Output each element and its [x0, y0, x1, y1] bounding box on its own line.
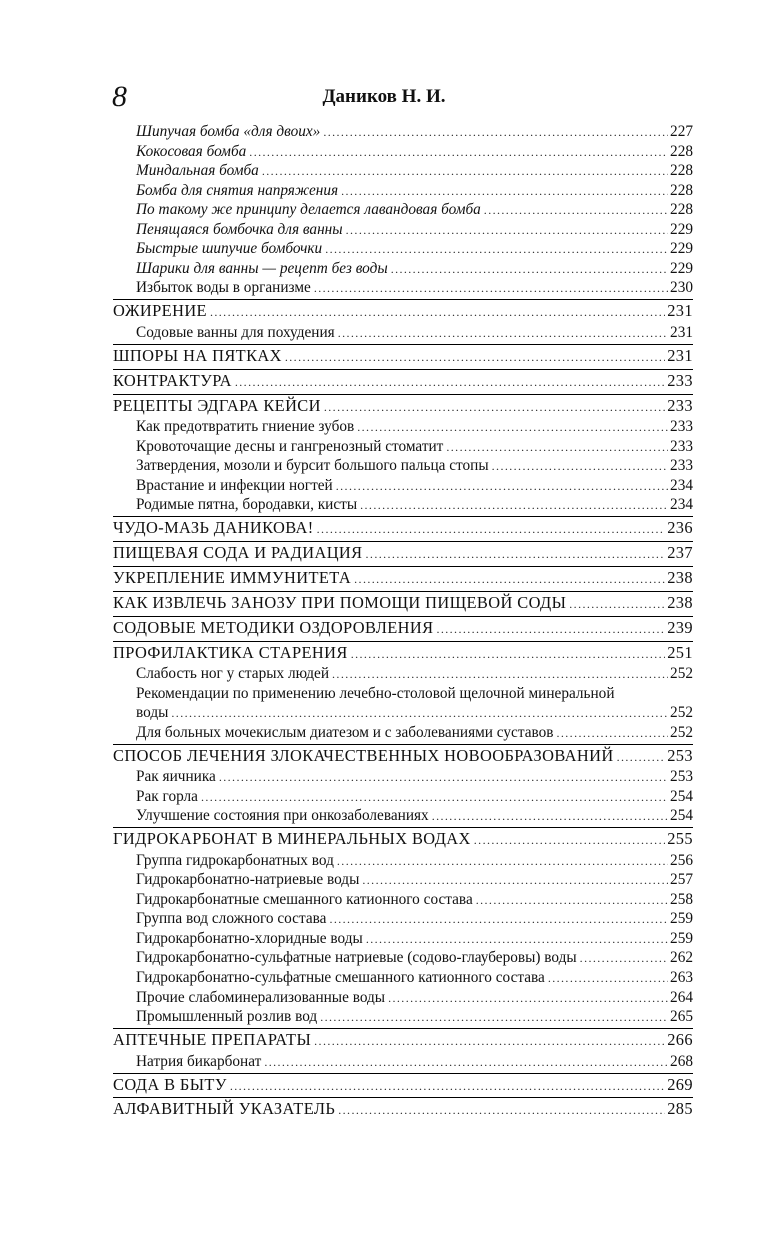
toc-entry-title: Затвердения, мозоли и бурсит большого пальца стопы [136, 457, 489, 475]
toc-page-number: 253 [670, 768, 693, 786]
toc-page-number: 266 [667, 1030, 693, 1050]
toc-leader-dots [474, 829, 665, 850]
toc-page-number: 255 [667, 829, 693, 849]
toc-entry-title: Как предотвратить гниение зубов [136, 418, 355, 436]
toc-chapter[interactable] [113, 591, 693, 614]
toc-chapter[interactable] [113, 299, 693, 322]
toc-entry[interactable] [113, 909, 693, 929]
toc-leader-dots [569, 593, 665, 614]
toc-leader-dots [446, 438, 668, 457]
toc-entry-title: Слабость ног у старых людей [136, 665, 330, 683]
toc-chapter[interactable] [113, 541, 693, 564]
toc-entry-title: Шарики для ванны — рецепт без воды [136, 259, 388, 277]
toc-entry[interactable] [113, 456, 693, 476]
toc-entry-title: Рак горла [136, 787, 198, 805]
toc-leader-dots [354, 568, 665, 589]
toc-chapter[interactable] [113, 344, 693, 367]
toc-page-number: 259 [670, 910, 693, 928]
toc-leader-dots [323, 123, 668, 142]
toc-page-number: 233 [667, 395, 693, 415]
toc-entry-title: ЧУДО-МАЗЬ ДАНИКОВА! [113, 518, 314, 538]
toc-leader-dots [366, 543, 666, 564]
toc-entry[interactable] [113, 664, 693, 684]
toc-chapter[interactable] [113, 369, 693, 392]
toc-chapter[interactable] [113, 641, 693, 664]
toc-leader-dots [338, 1099, 665, 1120]
toc-page-number: 258 [670, 890, 693, 908]
toc-entry-title: Родимые пятна, бородавки, кисты [136, 496, 358, 514]
toc-entry-title: РЕЦЕПТЫ ЭДГАРА КЕЙСИ [113, 395, 321, 415]
toc-leader-dots [357, 418, 668, 437]
toc-entry-title: Гидрокарбонатно-сульфатные смешанного катионного состава [136, 969, 545, 986]
toc-entry-title: Для больных мочекислым диатезом и с заболеваниями суставов [136, 723, 554, 741]
toc-chapter[interactable] [113, 566, 693, 589]
toc-chapter[interactable] [113, 516, 693, 539]
toc-page-number: 228 [670, 162, 693, 180]
toc-page-number: 228 [670, 142, 693, 160]
toc-page-number: 268 [670, 1052, 693, 1070]
toc-leader-dots [285, 346, 665, 367]
toc-page-number: 231 [670, 323, 693, 341]
toc-chapter[interactable] [113, 1073, 693, 1096]
toc-leader-dots [391, 260, 668, 279]
toc-entry[interactable] [113, 988, 693, 1008]
toc-page-number: 257 [670, 871, 693, 889]
toc-entry[interactable] [113, 220, 693, 240]
toc-entry-title: По такому же принципу делается лавандовая бомба [136, 201, 481, 219]
toc-entry-title: СОДА В БЫТУ [113, 1074, 227, 1094]
toc-chapter[interactable] [113, 616, 693, 639]
toc-entry-title: СПОСОБ ЛЕЧЕНИЯ ЗЛОКАЧЕСТВЕННЫХ НОВООБРАЗОВАНИЙ [113, 745, 614, 765]
toc-page-number: 269 [667, 1074, 693, 1094]
toc-page-number: 233 [670, 418, 693, 436]
toc-page-number: 230 [670, 279, 693, 297]
toc-leader-dots [314, 1030, 665, 1051]
toc-page-number: 254 [670, 807, 693, 825]
toc-entry-title: КОНТРАКТУРА [113, 370, 232, 390]
toc-leader-dots [484, 201, 668, 220]
toc-entry[interactable] [113, 890, 693, 910]
toc-entry[interactable] [113, 787, 693, 807]
toc-entry[interactable] [113, 723, 693, 743]
toc-entry-title: Гидрокарбонатно-сульфатные натриевые (содово-глауберовы) воды [136, 949, 577, 967]
toc-leader-dots [336, 477, 668, 496]
toc-entry-title: Прочие слабоминерализованные воды [136, 988, 386, 1006]
toc-leader-dots [332, 665, 668, 684]
toc-leader-dots [235, 371, 665, 392]
toc-page-number: 262 [670, 949, 693, 967]
toc-page-number: 231 [667, 345, 693, 365]
toc-leader-dots [337, 852, 668, 871]
toc-entry[interactable] [113, 122, 693, 142]
toc-leader-dots [617, 746, 666, 767]
toc-entry[interactable] [113, 200, 693, 220]
toc-leader-dots [264, 1053, 668, 1072]
toc-leader-dots [219, 768, 668, 787]
toc-leader-dots [580, 949, 668, 968]
toc-entry-title: АПТЕЧНЫЕ ПРЕПАРАТЫ [113, 1030, 312, 1050]
toc-leader-dots [366, 930, 668, 949]
toc-entry-title: УКРЕПЛЕНИЕ ИММУНИТЕТА [113, 568, 352, 588]
toc-chapter[interactable] [113, 744, 693, 767]
toc-entry-title: АЛФАВИТНЫЙ УКАЗАТЕЛЬ [113, 1099, 336, 1119]
toc-entry-title: Улучшение состояния при онкозаболеваниях [136, 807, 429, 825]
toc-entry[interactable] [113, 239, 693, 259]
toc-leader-dots [262, 162, 668, 181]
toc-entry-title: ШПОРЫ НА ПЯТКАХ [113, 345, 282, 365]
toc-page-number: 264 [670, 988, 693, 1006]
toc-page-number: 228 [670, 201, 693, 219]
toc-page-number: 234 [670, 496, 693, 514]
toc-leader-dots [360, 496, 668, 515]
toc-entry[interactable] [113, 1007, 693, 1027]
toc-page-number: 229 [670, 259, 693, 277]
toc-leader-dots [432, 807, 668, 826]
toc-entry[interactable] [113, 417, 693, 437]
toc-entry[interactable] [113, 476, 693, 496]
toc-entry[interactable] [113, 278, 693, 298]
toc-entry-title: КАК ИЗВЛЕЧЬ ЗАНОЗУ ПРИ ПОМОЩИ ПИЩЕВОЙ СОДЫ [113, 592, 567, 612]
toc-entry-title: Быстрые шипучие бомбочки [136, 240, 323, 258]
toc-leader-dots [201, 788, 668, 807]
toc-page-number: 252 [670, 704, 693, 722]
toc-page-number: 263 [670, 969, 693, 986]
toc-entry[interactable] [113, 495, 693, 515]
page-number: 8 [112, 80, 127, 113]
toc-page-number: 229 [670, 220, 693, 238]
table-of-contents [113, 122, 693, 1121]
toc-entry-title: Шипучая бомба «для двоих» [136, 123, 321, 140]
toc-leader-dots [320, 1008, 668, 1027]
toc-leader-dots [249, 143, 668, 162]
toc-entry-title: Промышленный розлив вод [136, 1008, 318, 1026]
toc-entry-title: Гидрокарбонатные смешанного катионного состава [136, 890, 473, 908]
toc-entry-title: Гидрокарбонатно-натриевые воды [136, 871, 360, 889]
toc-leader-dots [317, 518, 666, 539]
toc-entry-title: ГИДРОКАРБОНАТ В МИНЕРАЛЬНЫХ ВОДАХ [113, 829, 471, 849]
toc-page-number: 229 [670, 240, 693, 258]
toc-entry-title: Врастание и инфекции ногтей [136, 476, 333, 494]
toc-leader-dots [492, 457, 668, 476]
toc-leader-dots [210, 301, 665, 322]
toc-entry[interactable] [113, 1052, 693, 1072]
toc-page-number: 285 [667, 1099, 693, 1119]
toc-chapter[interactable] [113, 394, 693, 417]
toc-leader-dots [171, 704, 668, 723]
toc-entry[interactable] [113, 929, 693, 949]
toc-entry-title: Миндальная бомба [136, 162, 259, 180]
toc-page-number: 228 [670, 181, 693, 199]
toc-leader-dots [230, 1075, 665, 1096]
toc-entry-title: Кокосовая бомба [136, 142, 247, 160]
toc-leader-dots [346, 221, 668, 240]
toc-entry-title: Содовые ванны для похудения [136, 323, 335, 341]
toc-page-number: 237 [667, 543, 693, 563]
toc-page-number: 231 [667, 301, 693, 321]
toc-entry-title: Группа гидрокарбонатных вод [136, 851, 334, 869]
toc-page-number: 252 [670, 723, 693, 741]
toc-leader-dots [314, 279, 668, 298]
toc-page-number: 234 [670, 476, 693, 494]
toc-chapter[interactable] [113, 1097, 693, 1120]
toc-page-number: 254 [670, 787, 693, 805]
toc-entry-title: Кровоточащие десны и гангренозный стоматит [136, 437, 444, 455]
toc-entry[interactable] [113, 968, 693, 988]
toc-page-number: 259 [670, 929, 693, 947]
toc-entry-title: ПИЩЕВАЯ СОДА И РАДИАЦИЯ [113, 543, 363, 563]
toc-leader-dots [324, 396, 665, 417]
toc-leader-dots [362, 871, 668, 890]
toc-entry-title: ОЖИРЕНИЕ [113, 301, 207, 321]
toc-leader-dots [341, 182, 668, 201]
toc-entry[interactable] [113, 259, 693, 279]
toc-page-number: 238 [667, 592, 693, 612]
toc-page-number: 251 [667, 642, 693, 662]
toc-entry-title-line: Рекомендации по применению лечебно-столовой щелочной минеральной [136, 684, 615, 702]
toc-entry[interactable] [113, 870, 693, 890]
toc-chapter[interactable] [113, 1028, 693, 1051]
toc-page-number: 265 [670, 1008, 693, 1026]
toc-entry-title: СОДОВЫЕ МЕТОДИКИ ОЗДОРОВЛЕНИЯ [113, 617, 434, 637]
toc-entry-title: Пенящаяся бомбочка для ванны [136, 220, 343, 238]
toc-page-number: 233 [667, 370, 693, 390]
toc-entry[interactable] [113, 142, 693, 162]
toc-leader-dots [476, 891, 668, 910]
toc-page-number: 236 [667, 518, 693, 538]
toc-entry[interactable] [113, 703, 693, 723]
toc-entry-title: воды [136, 704, 169, 722]
toc-entry-title: Бомба для снятия напряжения [136, 181, 339, 199]
toc-leader-dots [351, 643, 666, 664]
toc-entry[interactable] [113, 161, 693, 181]
toc-entry-title: Избыток воды в организме [136, 279, 311, 297]
toc-entry[interactable] [113, 181, 693, 201]
toc-page-number: 238 [667, 568, 693, 588]
toc-page-number: 252 [670, 665, 693, 683]
toc-entry-title: Группа вод сложного состава [136, 910, 327, 928]
toc-page-number: 256 [670, 851, 693, 869]
toc-entry-title: Натрия бикарбонат [136, 1052, 262, 1070]
toc-page-number: 233 [670, 437, 693, 455]
toc-entry[interactable] [113, 851, 693, 871]
toc-page-number: 227 [670, 123, 693, 140]
toc-page-number: 233 [670, 457, 693, 475]
toc-leader-dots [436, 618, 665, 639]
toc-leader-dots [548, 969, 668, 988]
toc-leader-dots [388, 989, 668, 1008]
toc-entry[interactable] [113, 806, 693, 826]
toc-page-number: 253 [667, 745, 693, 765]
toc-entry[interactable] [113, 767, 693, 787]
toc-entry[interactable] [113, 323, 693, 343]
toc-page-number: 239 [667, 617, 693, 637]
toc-chapter[interactable] [113, 827, 693, 850]
running-head: Даников Н. И. [322, 86, 446, 107]
toc-leader-dots [338, 324, 668, 343]
toc-entry-title: Рак яичника [136, 768, 216, 786]
toc-leader-dots [325, 240, 668, 259]
toc-entry[interactable] [113, 437, 693, 457]
toc-entry-title: Гидрокарбонатно-хлоридные воды [136, 929, 363, 947]
toc-entry-title: ПРОФИЛАКТИКА СТАРЕНИЯ [113, 642, 348, 662]
toc-entry[interactable] [113, 948, 693, 968]
toc-leader-dots [329, 910, 668, 929]
toc-leader-dots [556, 724, 668, 743]
